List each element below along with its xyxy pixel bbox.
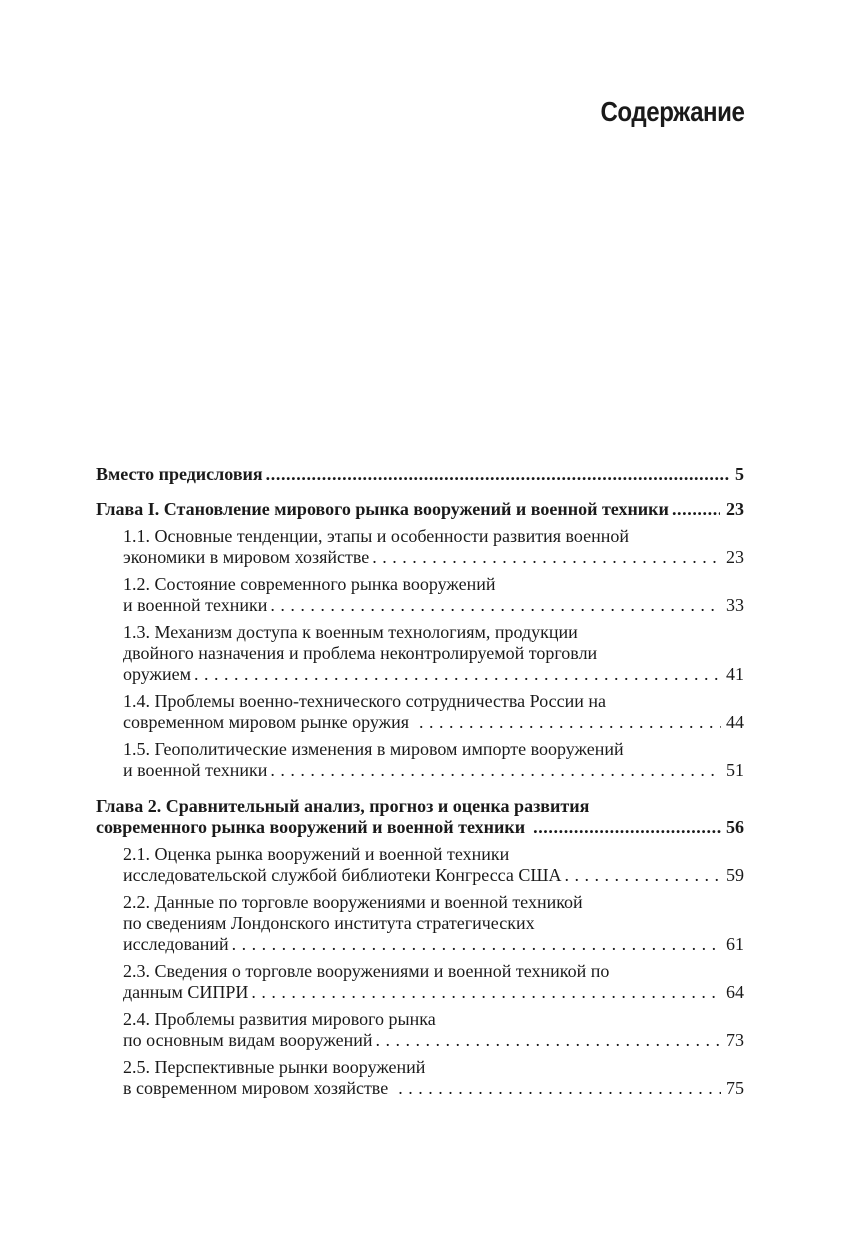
toc-page-number: 23 [726,547,744,567]
toc-entry-text: 2.1. Оценка рынка вооружений и военной техники [123,844,510,864]
toc-page-number: 73 [726,1030,744,1050]
toc-leader [565,865,721,886]
toc-entry-text: 2.2. Данные по торговле вооружениями и военной техникой [123,892,583,912]
toc-entry-text: и военной техники [123,595,268,615]
toc-entry-text: 2.3. Сведения о торговле вооружениями и военной техникой по [123,961,610,981]
toc-entry [96,1009,744,1051]
toc-entry-text: 1.1. Основные тенденции, этапы и особенности развития военной [123,526,629,546]
toc-entry [96,526,744,568]
toc-entry-text: современном мировом рынке оружия [123,712,410,732]
toc-leader [251,982,721,1003]
toc-entry-text: в современном мировом хозяйстве [123,1078,389,1098]
toc-entry [96,622,744,685]
toc-leader [375,1030,721,1051]
toc-entry [96,892,744,955]
toc-entry [96,796,744,838]
toc-entry-text: 1.3. Механизм доступа к военным технологиям, продукции [123,622,578,642]
toc-spacer [96,485,744,499]
toc-entry [96,499,744,520]
toc-entry-text: 1.4. Проблемы военно-технического сотрудничества России на [123,691,607,711]
toc-page-number: 64 [726,982,744,1002]
toc-leader [672,499,720,520]
toc-entry [96,691,744,733]
toc-entry-text: данным СИПРИ [123,982,249,1002]
toc-page-number: 23 [726,499,744,519]
toc-leader [419,712,721,733]
toc-entry [96,961,744,1003]
toc-page-number: 5 [735,464,744,484]
toc-entry-text: исследований [123,934,229,954]
toc-leader [266,464,730,485]
toc-entry-text: оружием [123,664,191,684]
toc-leader [372,547,721,568]
toc-entry-text: экономики в мировом хозяйстве [123,547,370,567]
toc-leader [270,595,721,616]
toc-page-number: 59 [726,865,744,885]
toc-entry-text: 1.5. Геополитические изменения в мировом импорте вооружений [123,739,624,759]
toc-spacer [96,781,744,796]
toc-entry [96,844,744,886]
toc-leader [194,664,721,685]
toc-entry-text: по сведениям Лондонского института стратегических [123,913,535,933]
toc-page-number: 44 [726,712,744,732]
page-title: Содержание [599,96,744,127]
toc-leader [398,1078,721,1099]
toc-page-number: 33 [726,595,744,615]
toc-entry-text: 1.2. Состояние современного рынка вооружений [123,574,496,594]
toc-leader [232,934,721,955]
toc-page-number: 75 [726,1078,744,1098]
toc-entry-text: Глава 2. Сравнительный анализ, прогноз и оценка развития [96,796,590,816]
toc-entry-text: и военной техники [123,760,268,780]
toc-entry [96,574,744,616]
table-of-contents [96,460,744,1099]
toc-entry-text: Глава I. Становление мирового рынка вооружений и военной техники [96,499,669,519]
toc-entry [96,464,744,485]
toc-entry-text: 2.4. Проблемы развития мирового рынка [123,1009,436,1029]
toc-entry [96,739,744,781]
toc-entry-text: по основным видам вооружений [123,1030,373,1050]
toc-page-number: 61 [726,934,744,954]
toc-entry-text: двойного назначения и проблема неконтролируемой торговли [123,643,598,663]
toc-page-number: 51 [726,760,744,780]
toc-entry-text: Вместо предисловия [96,464,263,484]
toc-entry-text: 2.5. Перспективные рынки вооружений [123,1057,426,1077]
toc-leader [533,817,721,838]
toc-leader [270,760,721,781]
toc-entry [96,1057,744,1099]
toc-entry-text: исследовательской службой библиотеки Конгресса США [123,865,562,885]
toc-page-number: 56 [726,817,744,837]
toc-entry-text: современного рынка вооружений и военной техники [96,817,526,837]
toc-page-number: 41 [726,664,744,684]
